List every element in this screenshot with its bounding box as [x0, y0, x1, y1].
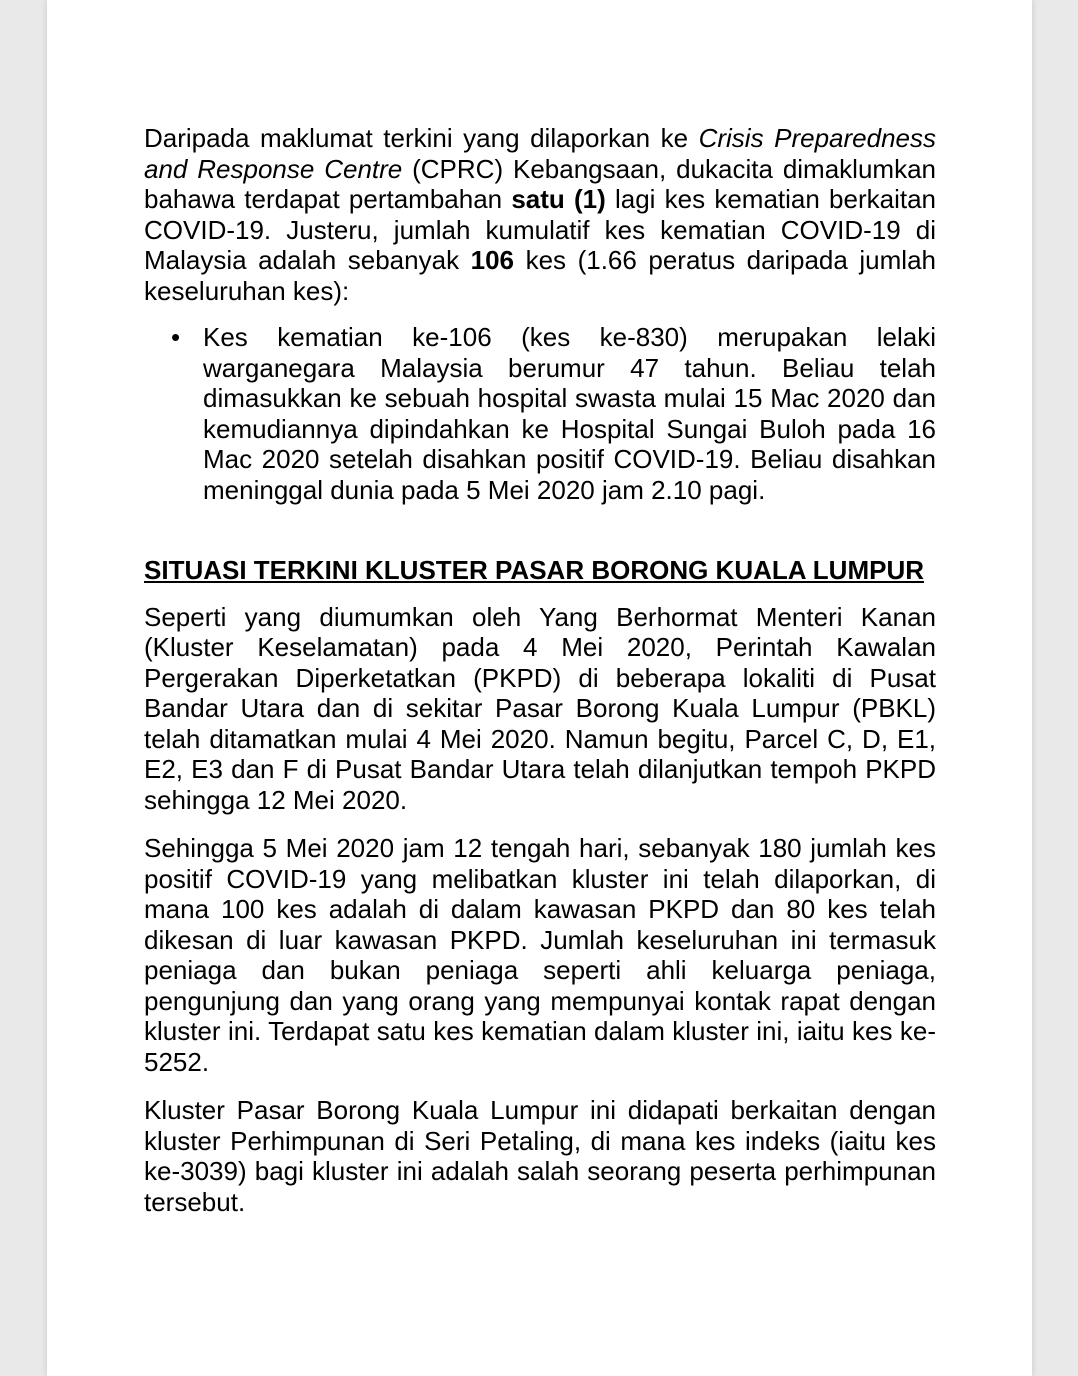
paragraph-cluster-link: Kluster Pasar Borong Kuala Lumpur ini didapati berkaitan dengan kluster Perhimpunan di Seri Petaling, di mana kes indeks (iaitu kes ke-3039) bagi kluster ini adalah salah seorang peserta perhimpunan tersebut. [144, 1095, 936, 1217]
cumulative-death-count: 106 [470, 245, 515, 275]
list-item-text: Kes kematian ke-106 (kes ke-830) merupakan lelaki warganegara Malaysia berumur 47 tahun. Beliau telah dimasukkan ke sebuah hospital swasta mulai 15 Mac 2020 dan kemudiannya dipindahkan ke Hospital Sungai Buloh pada 16 Mac 2020 setelah disahkan positif COVID-19. Beliau disahkan meninggal dunia pada 5 Mei 2020 jam 2.10 pagi. [203, 322, 936, 505]
paragraph-pkpd: Seperti yang diumumkan oleh Yang Berhormat Menteri Kanan (Kluster Keselamatan) pada 4 Mei 2020, Perintah Kawalan Pergerakan Diperketatkan (PKPD) di beberapa lokaliti di Pusat Bandar Utara dan di sekitar Pasar Borong Kuala Lumpur (PBKL) telah ditamatkan mulai 4 Mei 2020. Namun begitu, Parcel C, D, E1, E2, E3 dan F di Pusat Bandar Utara telah dilanjutkan tempoh PKPD sehingga 12 Mei 2020. [144, 601, 936, 815]
death-case-list [144, 322, 936, 505]
cprc-name: Crisis Preparedness and Response Centre [144, 123, 936, 184]
document-page [47, 0, 1032, 1376]
section-heading: SITUASI TERKINI KLUSTER PASAR BORONG KUALA LUMPUR [144, 555, 924, 585]
list-item [144, 322, 936, 505]
document-content [144, 123, 936, 1235]
new-death-count: satu (1) [511, 184, 606, 214]
bullet-marker: • [171, 322, 181, 352]
paragraph-cluster-cases: Sehingga 5 Mei 2020 jam 12 tengah hari, sebanyak 180 jumlah kes positif COVID-19 yang melibatkan kluster ini telah dilaporkan, di mana 100 kes adalah di dalam kawasan PKPD dan 80 kes telah dikesan di luar kawasan PKPD. Jumlah keseluruhan ini termasuk peniaga dan bukan peniaga seperti ahli keluarga peniaga, pengunjung dan yang orang yang mempunyai kontak rapat dengan kluster ini. Terdapat satu kes kematian dalam kluster ini, iaitu kes ke-5252. [144, 833, 936, 1077]
intro-paragraph: Daripada maklumat terkini yang dilaporkan ke Crisis Preparedness and Response Centre (CPRC) Kebangsaan, dukacita dimaklumkan bahawa terdapat pertambahan satu (1) lagi kes kematian berkaitan COVID-19. Justeru, jumlah kumulatif kes kematian COVID-19 di Malaysia adalah sebanyak 106 kes (1.66 peratus daripada jumlah keseluruhan kes): [144, 123, 936, 306]
